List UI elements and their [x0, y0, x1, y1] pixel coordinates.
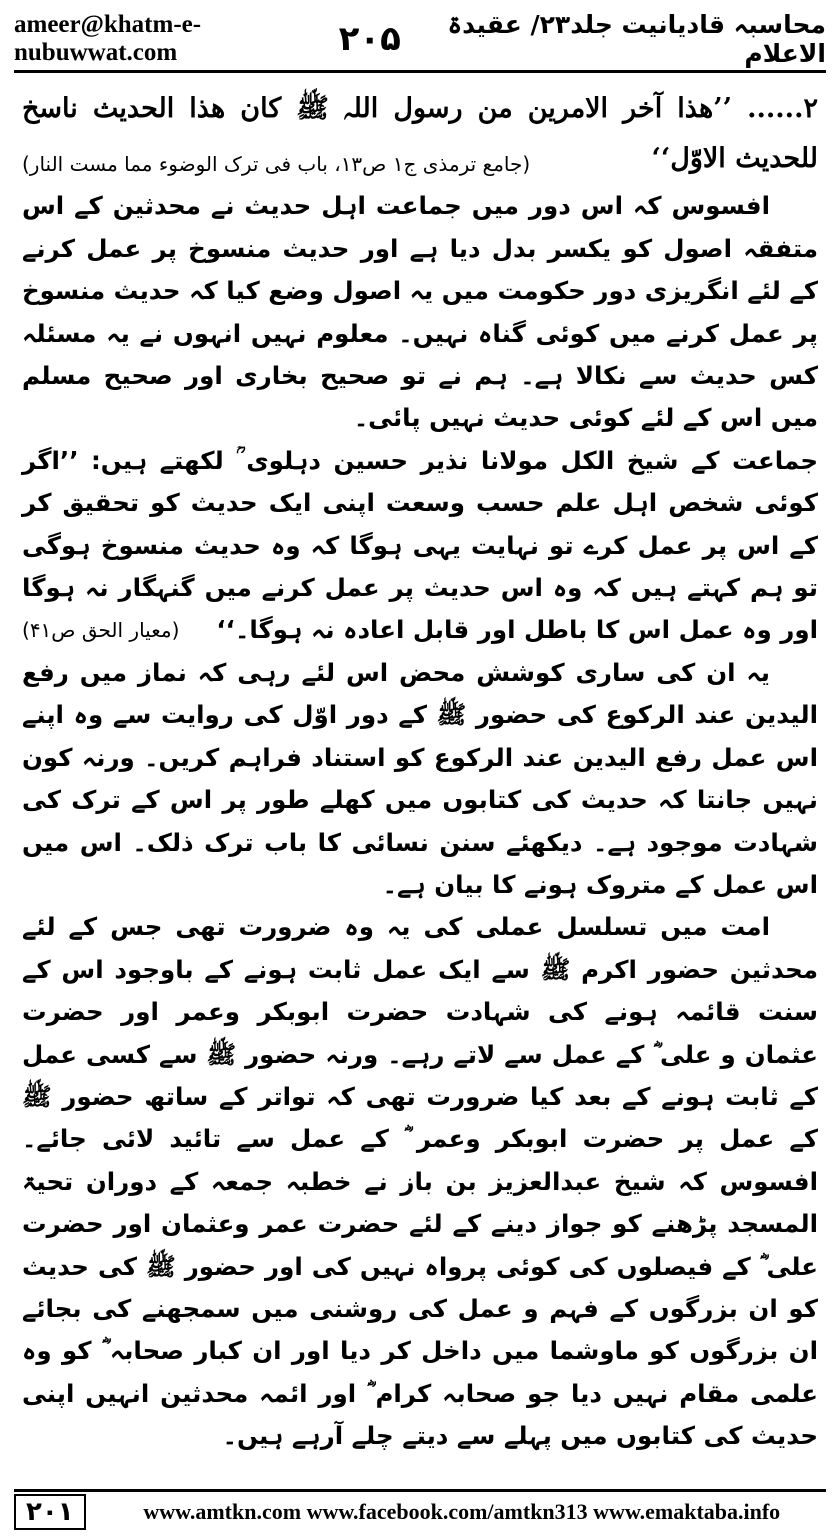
page-body: [22, 84, 818, 1458]
hadith-reference: (جامع ترمذی ج۱ ص۱۳، باب فی ترک الوضوء مما مست النار): [22, 152, 531, 176]
paragraph-4: امت میں تسلسل عملی کی یہ وہ ضرورت تھی جس کے لئے محدثین حضور اکرم ﷺ سے ایک عمل ثابت ہونے کے باوجود اس کے سنت قائمہ ہونے کی شہادت حضرت ابوبکر وعمر اور حضرت عثمان و علی ؓ کے عمل سے لاتے رہے۔ ورنہ حضور ﷺ سے کسی عمل کے ثابت ہونے کے بعد کیا ضرورت تھی کہ تواتر کے ساتھ حضور ﷺ کے عمل پر حضرت ابوبکر وعمر ؓ کے عمل سے تائید لائی جائے۔ افسوس کہ شیخ عبدالعزیز بن باز نے خطبہ جمعہ کے دوران تحیۃ المسجد پڑھنے کو جواز دینے کے لئے حضرت عمر وعثمان اور حضرت علی ؓ کے فیصلوں کی کوئی پرواہ نہیں کی اور حضور ﷺ کی حدیث کو ان بزرگوں کے فہم و عمل کی روشنی میں سمجھنے کی بجائے ان بزرگوں کو ماوشما میں داخل کر دیا اور ان کبار صحابہ ؓ کو وہ علمی مقام نہیں دیا جو صحابہ کرام ؓ اور ائمہ محدثین انہیں اپنی حدیث کی کتابوں میں پہلے سے دیتے چلے آرہے ہیں۔: [22, 912, 818, 1451]
header-book-title: محاسبہ قادیانیت جلد۲۳/ عقیدۃ الاعلام: [447, 10, 826, 68]
header-left: [14, 11, 401, 67]
header-email[interactable]: ameer@khatm-e-nubuwwat.com: [14, 11, 202, 66]
paragraph-2: [22, 440, 818, 652]
paragraph-2-reference: (معیار الحق ص۴۱): [22, 618, 180, 643]
header-page-number: ۲۰۵: [338, 19, 401, 59]
footer-links[interactable]: www.amtkn.com www.facebook.com/amtkn313 www.emaktaba.info: [143, 1499, 781, 1524]
paragraph-2-text: جماعت کے شیخ الکل مولانا نذیر حسین دہلوی ؒ لکھتے ہیں: ’’اگر کوئی شخص اہل علم حسب وسعت اپنی ایک حدیث کو تحقیق کر کے اس پر عمل کرے تو نہایت یہی ہوگا کہ وہ حدیث منسوخ ہوگی تو ہم کہتے ہیں کہ وہ اس حدیث پر عمل کرنے میں گنہگار نہ ہوگا اور وہ عمل اس کا باطل اور قابل اعادہ نہ ہوگا۔‘‘: [22, 445, 818, 645]
footer-page-number: ۲۰۱: [14, 1494, 86, 1530]
paragraph-3: یہ ان کی ساری کوشش محض اس لئے رہی کہ نماز میں رفع الیدین عند الرکوع کی حضور ﷺ کے دور اوّل کی روایت سے وہ اپنے اس عمل رفع الیدین عند الرکوع کو استناد فراہم کریں۔ ورنہ کون نہیں جانتا کہ حدیث کی کتابوں میں کھلے طور پر اس کے ترک کی شہادت موجود ہے۔ دیکھئے سنن نسائی کا باب ترک ذلک۔ اس میں اس عمل کے متروک ہونے کا بیان ہے۔: [22, 657, 818, 899]
page-footer: [14, 1489, 826, 1532]
hadith-quote-text: ۲...... ’’ھذا آخر الامرین من رسول اللہ ﷺ کان ھذا الحدیث ناسخ للحدیث الاوّل‘‘: [22, 93, 818, 174]
paragraph-1: افسوس کہ اس دور میں جماعت اہل حدیث نے محدثین کے اس متفقہ اصول کو یکسر بدل دیا ہے اور حدیث منسوخ پر عمل کرنے کے لئے انگریزی دور حکومت میں یہ اصول وضع کیا کہ حدیث منسوخ پر عمل کرنے میں کوئی گناہ نہیں۔ معلوم نہیں انہوں نے یہ مسئلہ کس حدیث سے نکالا ہے۔ ہم نے تو صحیح بخاری اور صحیح مسلم میں اس کے لئے کوئی حدیث نہیں پائی۔: [22, 191, 818, 433]
page-header: [14, 8, 826, 73]
